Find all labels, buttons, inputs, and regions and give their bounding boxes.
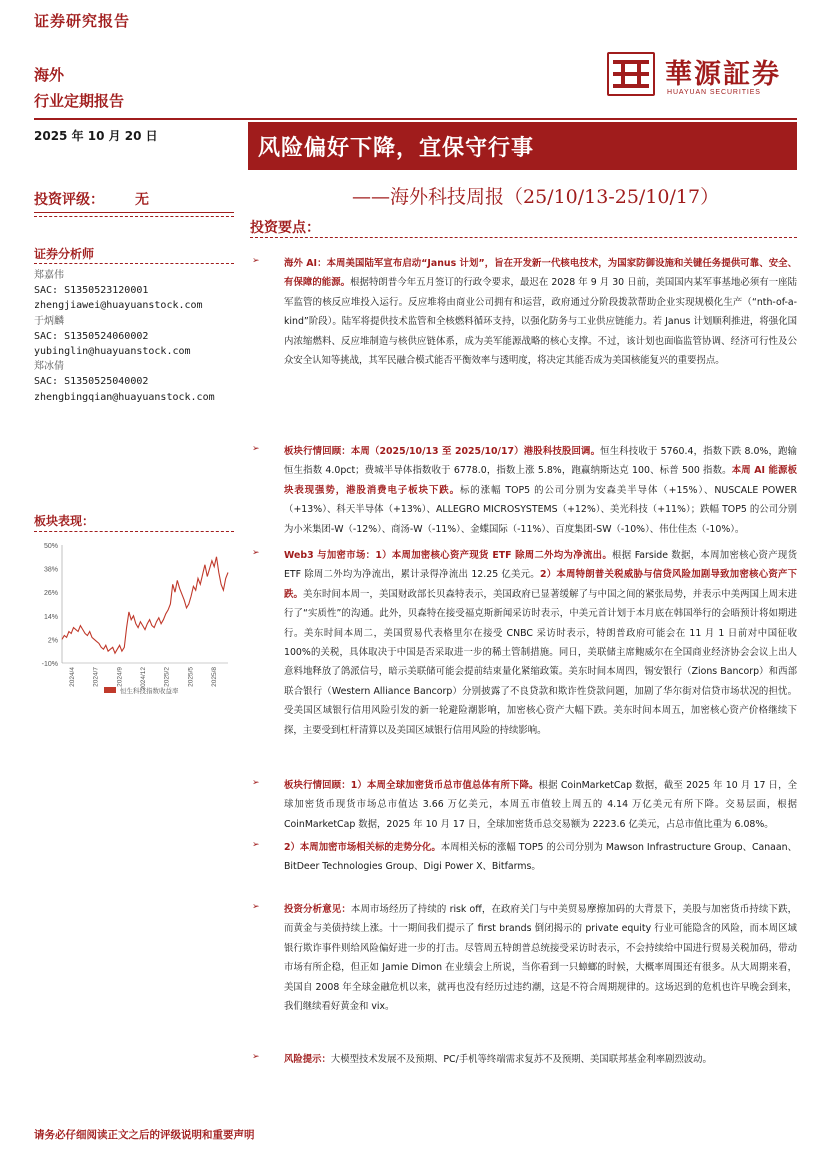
header-divider — [34, 118, 797, 120]
y-tick-label: 26% — [43, 590, 58, 598]
body-text: 恒生科技收于 5760.4，指数下跌 8.0%，跑输恒生指数 4.0pct；费城半导体指数收于 6778.0，指数上涨 5.8%，跑赢纳斯达克 100、标普 500 指数。 — [284, 446, 797, 477]
divider — [34, 263, 234, 264]
y-tick-label: -10% — [41, 661, 58, 668]
x-tick-label: 2025/5 — [187, 667, 195, 687]
analyst-name: 郑嘉伟 — [34, 270, 64, 281]
highlight-text: 2）本周加密市场相关标的走势分化。 — [284, 842, 441, 853]
analyst-sac: SAC: S1350524060002 — [34, 330, 149, 342]
highlight-text: 本周 AI 能源板块表现强势，港股消费电子板块下跌。 — [284, 465, 797, 496]
analyst-sac: SAC: S1350525040002 — [34, 376, 149, 388]
x-tick-label: 2025/8 — [211, 667, 219, 687]
bullet-arrow-icon: ➢ — [252, 902, 260, 912]
brand-name-en: HUAYUAN SECURITIES — [667, 89, 761, 96]
performance-heading: 板块表现： — [34, 514, 95, 528]
rating-label: 投资评级： — [34, 192, 104, 208]
x-tick-label: 2024/7 — [92, 667, 100, 687]
rating-value: 无 — [135, 192, 149, 208]
highlight-text: 板块行情回顾：本周（2025/10/13 至 2025/10/17）港股科技股回调。 — [284, 446, 601, 457]
key-point-text — [284, 442, 797, 542]
analyst-heading: 证券分析师 — [34, 247, 95, 261]
y-tick-label: 2% — [47, 637, 58, 645]
performance-chart — [30, 535, 235, 700]
analyst-email[interactable]: zhengjiawei@huayuanstock.com — [34, 300, 203, 312]
bullet-arrow-icon: ➢ — [252, 444, 260, 454]
key-point-text — [284, 1050, 797, 1080]
body-text: 本周市场经历了持续的 risk off，在政府关门与中美贸易摩擦加码的大背景下，美股与加密货币持续下跌，而黄金与美债持续上涨。十一期间我们提示了 first brands 倒闭揭示的 private equity 行业可能隐含的风险，而本周区域银行欺诈事件则给风险偏好进一步的打击。尽管周五特朗普总统接受采访时表示，不会持续给中国进行贸易关税加码，带动市场有所企稳，但正如 Jamie Dimon 在业绩会上所说，当你看到一只蟑螂的时候，大概率周围还有很多。从大周期来看，美国自 2008 年全球金融危机以来，就再也没有经历过违约潮，这是不符合周期规律的。这场迟到的危机也许早晚会到来，我们继续看好黄金和 vix。 — [284, 904, 797, 1013]
disclaimer-footer: 请务必仔细阅读正文之后的评级说明和重要声明 — [34, 1129, 255, 1141]
x-tick-label: 2024/4 — [68, 667, 76, 687]
page-title: 风险偏好下降，宜保守行事 — [258, 135, 535, 161]
report-category: 海外 — [34, 66, 65, 84]
divider — [250, 237, 797, 238]
analyst-sac: SAC: S1350523120001 — [34, 285, 149, 297]
brand-name: 華源証券 — [665, 59, 781, 90]
key-point-text — [284, 254, 797, 414]
bullet-arrow-icon: ➢ — [252, 256, 260, 266]
highlight-text: 海外 AI：本周美国陆军宣布启动“Janus 计划”，旨在开发新一代核电技术，为国家防御设施和关键任务提供可靠、安全、有保障的能源。 — [284, 258, 797, 289]
series-line — [62, 557, 228, 653]
page-subtitle: ——海外科技周报（25/10/13-25/10/17） — [352, 186, 720, 208]
key-points-heading: 投资要点： — [250, 220, 320, 236]
highlight-text: 2）本周特朗普关税威胁与信贷风险加剧导致加密核心资产下跌。 — [284, 569, 797, 600]
key-point-text — [284, 776, 797, 836]
body-text: 本周相关标的涨幅 TOP5 的公司分别为 Mawson Infrastructure Group、Canaan、BitDeer Technologies Group、Digi Power X、Bitfarms。 — [284, 842, 798, 873]
analyst-name: 郑冰倩 — [34, 361, 64, 373]
bullet-arrow-icon: ➢ — [252, 840, 260, 850]
x-tick-label: 2024/12 — [140, 667, 147, 691]
divider — [34, 212, 234, 213]
analyst-name: 于炳麟 — [34, 315, 64, 327]
bullet-arrow-icon: ➢ — [252, 778, 260, 788]
x-tick-label: 2025/2 — [163, 667, 171, 687]
x-tick-label: 2024/9 — [116, 667, 124, 687]
legend-swatch — [104, 687, 116, 693]
body-text: 根据特朗普今年五月签订的行政令要求，最迟在 2028 年 9 月 30 日前，美国国内某军事基地必须有一座陆军监管的核反应堆投入运行。反应堆将由商业公司拥有和运营，政府通过分阶段拨款帮助企业实现规模化生产（“nth-of-a-kind”阶段）。陆军将提供技术监管和全核燃料循环支持，以强化防务与工业供应链能力。若 Janus 计划顺利推进，将强化国内浓缩燃料、反应堆制造与核供应链体系，成为美军能源战略的核心支撑。不过，该计划也面临监管协调、经济可行性及公众安全认知等挑战，其军民融合模式能否平衡效率与透明度，将决定其能否成为美国核能复兴的重要拐点。 — [284, 277, 797, 367]
report-kind: 行业定期报告 — [34, 92, 125, 110]
highlight-text: 投资分析意见： — [284, 904, 351, 915]
report-type: 证券研究报告 — [34, 12, 131, 30]
brand-logo-icon — [607, 52, 655, 96]
key-point-text — [284, 900, 797, 1040]
bullet-arrow-icon: ➢ — [252, 1052, 260, 1062]
body-text: 标的涨幅 TOP5 的公司分别为安森美半导体（+15%）、NUSCALE POWER（+13%）、科天半导体（+13%）、ALLEGRO MICROSYSTEMS（+12%）、美光科技（+11%）；跌幅 TOP5 的公司分别为小米集团-W（-12%）、商汤-W（-11%）、金蝶国际（-11%）、百度集团-SW（-10%）、伟仕佳杰（-10%）。 — [284, 484, 797, 535]
body-text: 根据 Farside 数据，本周加密核心资产现货 ETF 除周二外均为净流出，累计录得净流出 12.25 亿美元。 — [284, 550, 797, 581]
highlight-text: 风险提示： — [284, 1054, 331, 1065]
analyst-email[interactable]: zhengbingqian@huayuanstock.com — [34, 391, 215, 403]
y-tick-label: 50% — [43, 543, 58, 550]
body-text: 美东时间本周一，美国财政部长贝森特表示，美国政府已显著缓解了与中国之间的紧张局势，并表示中美两国上周末进行了“实质性”的沟通。此外，贝森特在接受福克斯新闻采访时表示，中美元首计划于本月底在韩国举行的会晤预计将如期进行。美东时间本周二，美国贸易代表格里尔在接受 CNBC 采访时表示，特朗普政府可能会在 11 月 1 日前对中国征收 100%的关税，具体取决于中国是否采取进一步的稀土管制措施。同日，美联储主席鲍威尔在全国商业经济协会会议上出人意料地释放了鸽派信号，暗示美联储可能会提前结束量化紧缩政策。美东时间本周四，锡安银行（Zions Bancorp）和西部联合银行（Western Alliance Bancorp）分别披露了不良贷款和欺诈性贷款问题，加剧了华尔街对信贷市场状况的担忧。受美国区域银行信用风险引发的新一轮避险潮影响，加密核心资产大幅下跌。美东时间本周五，加密核心资产价格继续下探，主要受到杠杆清算以及美国区域银行信用风险的持续影响。 — [284, 588, 797, 736]
highlight-text: 板块行情回顾：1）本周全球加密货币总市值总体有所下降。 — [284, 780, 539, 791]
legend-label: 恒生科技指数收益率 — [120, 687, 179, 695]
key-point-text — [284, 838, 797, 898]
divider — [34, 216, 234, 217]
body-text: 根据 CoinMarketCap 数据，截至 2025 年 10 月 17 日，全球加密货币现货市场总市值达 3.66 万亿美元，本周五市值较上周五的 4.14 万亿美元有所下降。交易层面，根据 CoinMarketCap 数据，2025 年 10 月 17 日，全球加密货币总交易额为 2223.6 亿美元，占总市值比重为 6.08%。 — [284, 780, 798, 830]
key-point-text — [284, 546, 797, 771]
y-tick-label: 38% — [43, 566, 58, 574]
body-text: 大模型技术发展不及预期、PC/手机等终端需求复苏不及预期、美国联邦基金利率剧烈波动。 — [330, 1054, 712, 1065]
analyst-email[interactable]: yubinglin@huayuanstock.com — [34, 346, 191, 358]
y-tick-label: 14% — [43, 613, 58, 621]
analyst-list — [34, 268, 215, 405]
highlight-text: Web3 与加密市场：1）本周加密核心资产现货 ETF 除周二外均为净流出。 — [284, 550, 613, 561]
report-date: 2025 年 10 月 20 日 — [34, 129, 158, 143]
bullet-arrow-icon: ➢ — [252, 548, 260, 558]
divider — [34, 531, 234, 532]
